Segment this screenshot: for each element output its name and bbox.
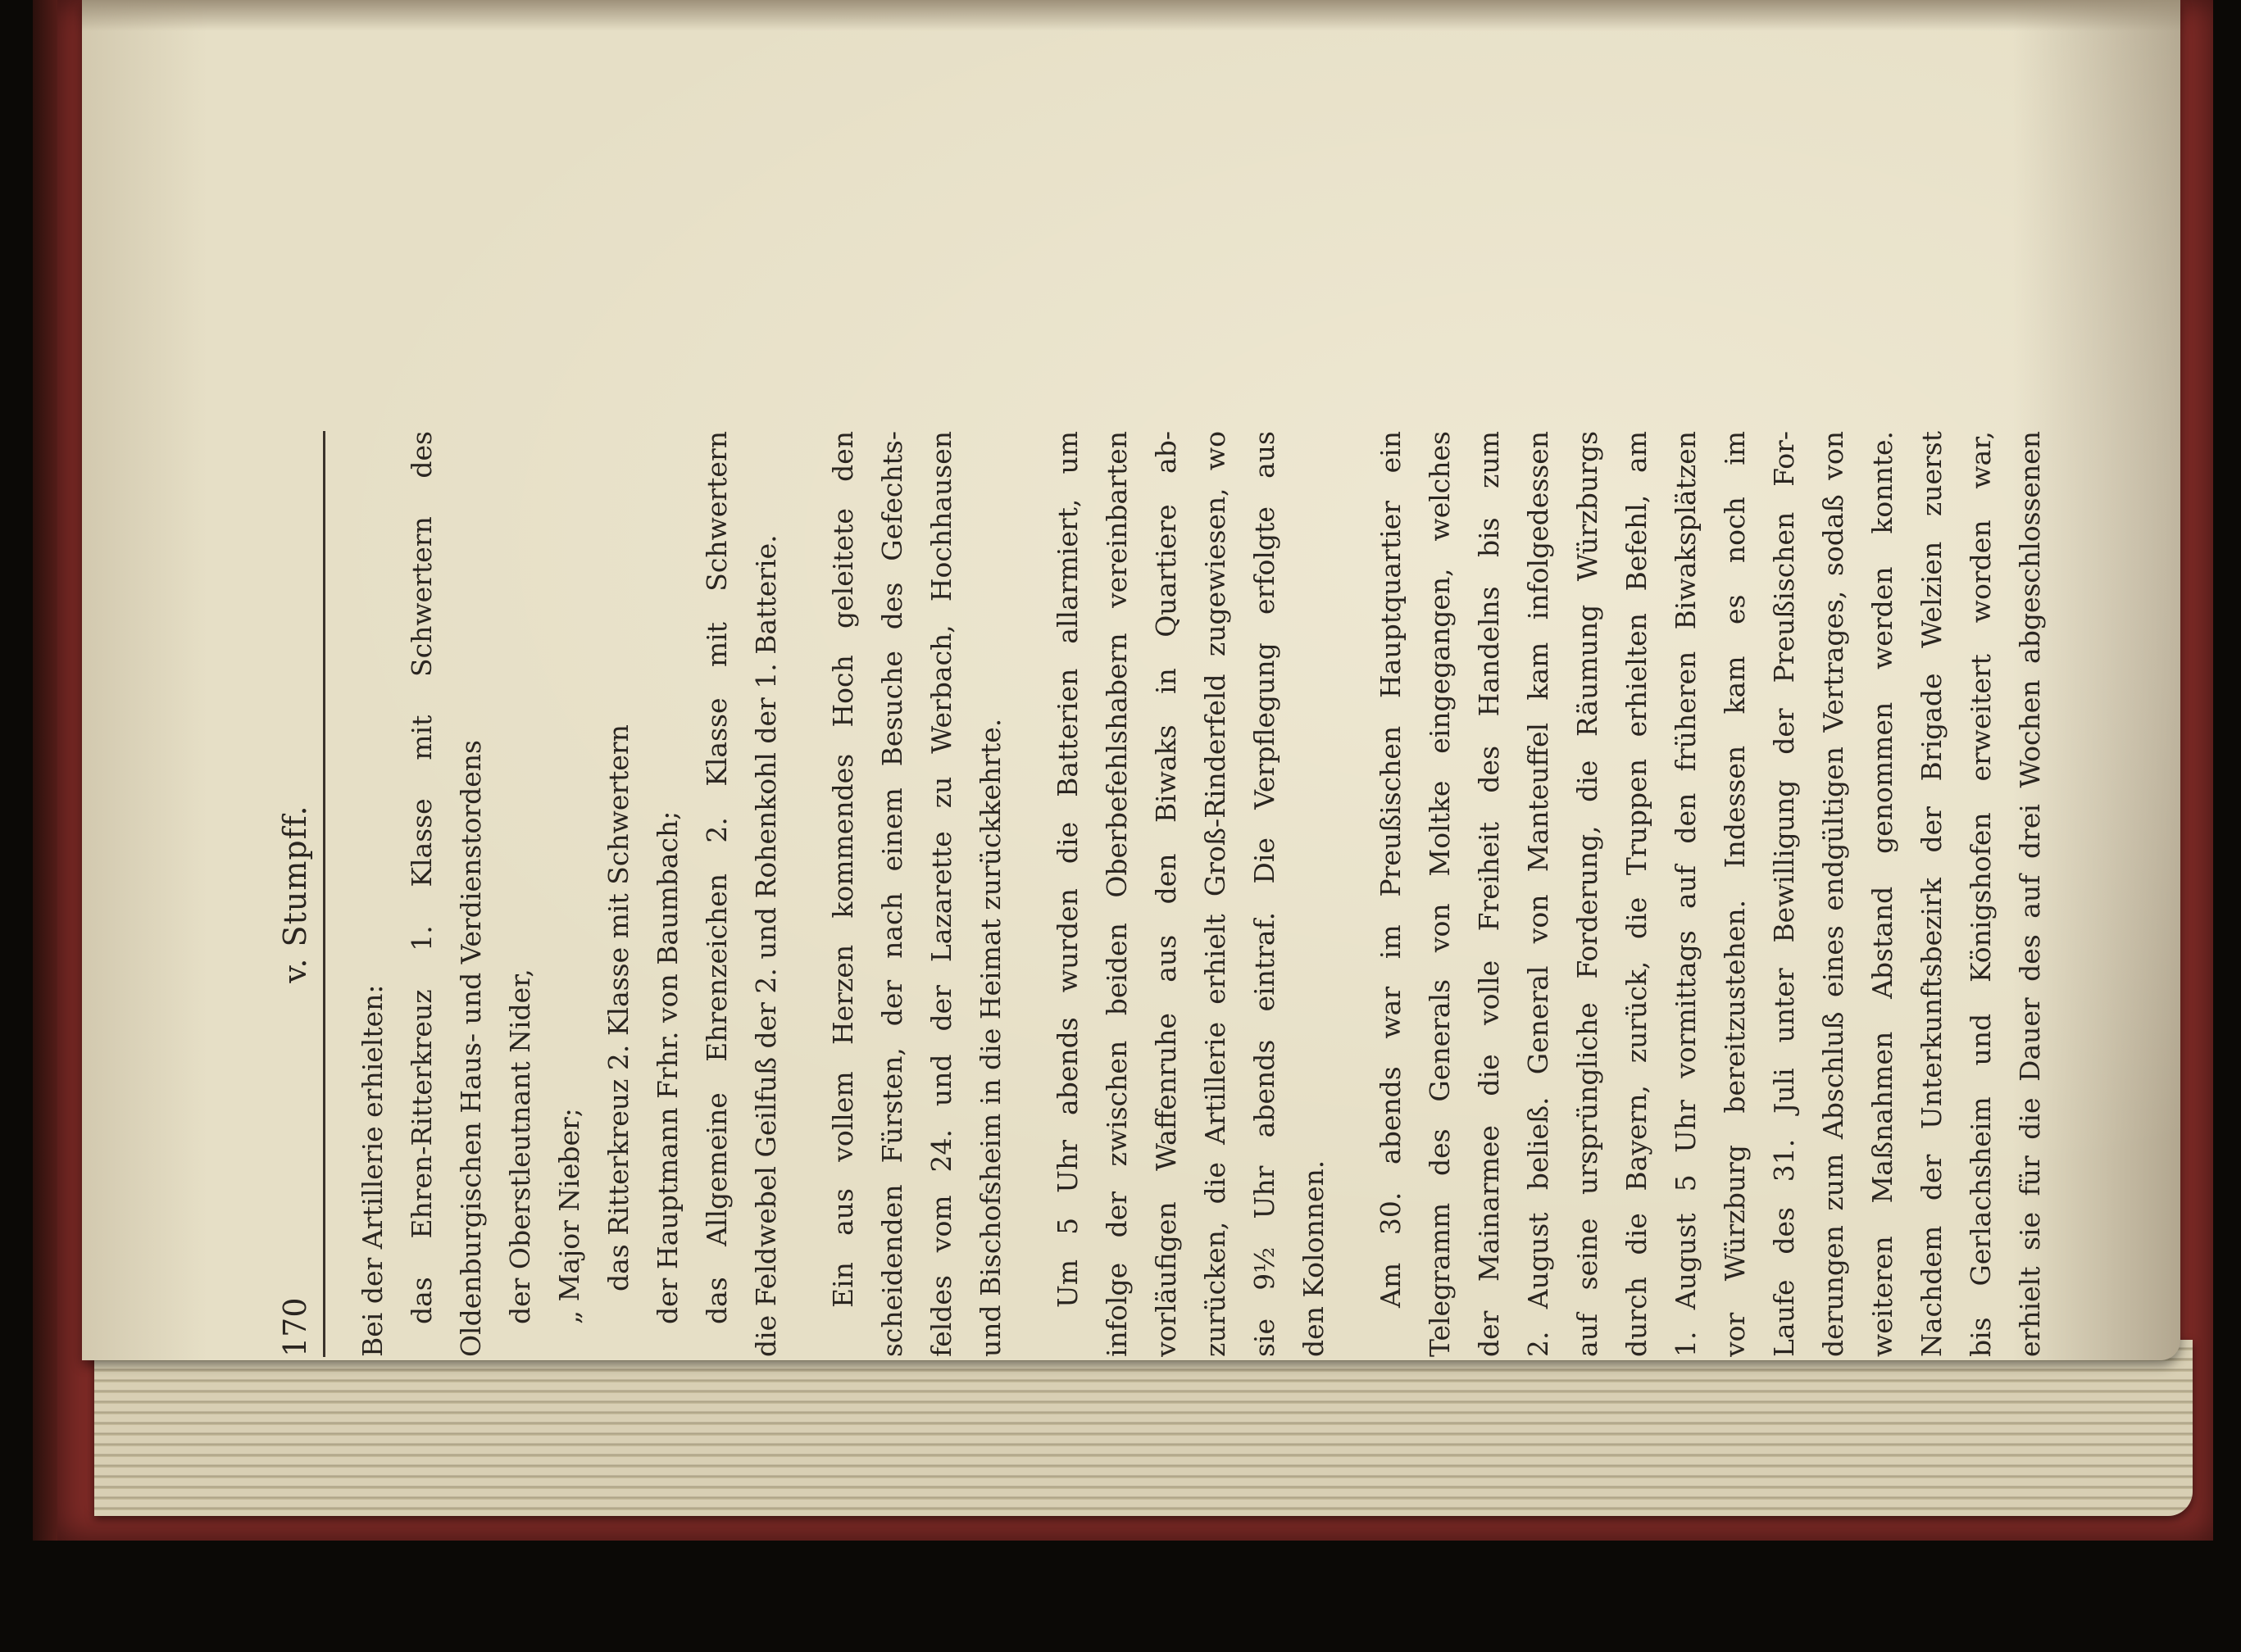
text-line: der Hauptmann Frhr. von Baumbach; <box>652 810 684 1324</box>
text-line: erhielt sie für die Dauer des auf drei Wochen abgeschlossenen <box>2014 431 2046 1357</box>
text-line: Oldenburgischen Haus- und Verdienstordens <box>455 740 487 1357</box>
text-line: Telegramm des Generals von Moltke eingegangen, welches <box>1424 431 1456 1357</box>
text-line: das Allgemeine Ehrenzeichen 2. Klasse mit Schwertern <box>701 431 733 1324</box>
page-header <box>270 431 325 1357</box>
paragraph-gap <box>1339 431 1366 1357</box>
text-line: auf seine ursprüngliche Forderung, die Räumung Würzburgs <box>1571 431 1603 1357</box>
text-line: der Mainarmee die volle Freiheit des Handelns bis zum <box>1473 431 1505 1357</box>
page-gutter-shadow <box>82 0 2180 31</box>
text-line: zurücken, die Artillerie erhielt Groß-Rinderfeld zugewiesen, wo <box>1199 431 1231 1357</box>
text-line: Bei der Artillerie erhielten: <box>357 984 389 1357</box>
text-line: derungen zum Abschluß eines endgültigen Vertrages, sodaß von <box>1817 431 1849 1357</box>
paragraph-gap <box>791 431 819 1357</box>
text-line: das Ehren-Ritterkreuz 1. Klasse mit Schwertern des <box>406 431 438 1324</box>
text-line: scheidenden Fürsten, der nach einem Besuche des Gefechts- <box>876 431 908 1357</box>
text-line: bis Gerlachsheim und Königshofen erweitert worden war, <box>1965 431 1997 1357</box>
page-number: 170 <box>277 1297 313 1357</box>
text-line: Nachdem der Unterkunftsbezirk der Brigade Welzien zuerst <box>1916 431 1948 1357</box>
paragraph-gap <box>1016 431 1043 1357</box>
page-text-block <box>270 431 2055 1357</box>
page-body <box>348 431 2055 1357</box>
text-line: „ Major Nieber; <box>553 1108 585 1324</box>
text-line: den Kolonnen. <box>1298 1160 1330 1357</box>
text-line: durch die Bayern, zurück, die Truppen erhielten Befehl, am <box>1621 431 1652 1357</box>
text-line: weiteren Maßnahmen Abstand genommen werden konnte. <box>1866 431 1898 1357</box>
text-line: 1. August 5 Uhr vormittags auf den früheren Biwaksplätzen <box>1670 431 1702 1357</box>
text-line: feldes vom 24. und der Lazarette zu Werbach, Hochhausen <box>925 431 957 1357</box>
running-head: v. Stumpff. <box>277 805 313 983</box>
text-line: und Bischofsheim in die Heimat zurückkehrte. <box>975 718 1007 1357</box>
rotated-page-content <box>0 95 2241 1652</box>
text-line: vorläufigen Waffenruhe aus den Biwaks in Quartiere ab- <box>1150 431 1182 1357</box>
text-line: der Oberstleutnant Nider, <box>504 969 536 1324</box>
text-line: sie 9½ Uhr abends eintraf. Die Verpflegung erfolgte aus <box>1248 431 1280 1357</box>
text-line: Laufe des 31. Juli unter Bewilligung der Preußischen For- <box>1768 431 1800 1357</box>
text-line: die Feldwebel Geilfuß der 2. und Rohenkohl der 1. Batterie. <box>750 534 782 1357</box>
text-line: Am 30. abends war im Preußischen Hauptquartier ein <box>1375 431 1407 1308</box>
text-line: Ein aus vollem Herzen kommendes Hoch geleitete den <box>827 431 859 1308</box>
text-line: das Ritterkreuz 2. Klasse mit Schwertern <box>602 724 634 1291</box>
text-line: vor Würzburg bereitzustehen. Indessen kam es noch im <box>1719 431 1751 1357</box>
text-line: Um 5 Uhr abends wurden die Batterien allarmiert, um <box>1052 431 1084 1308</box>
text-line: infolge der zwischen beiden Oberbefehlshabern vereinbarten <box>1101 431 1133 1357</box>
text-line: 2. August beließ. General von Manteuffel kam infolgedessen <box>1522 431 1554 1357</box>
